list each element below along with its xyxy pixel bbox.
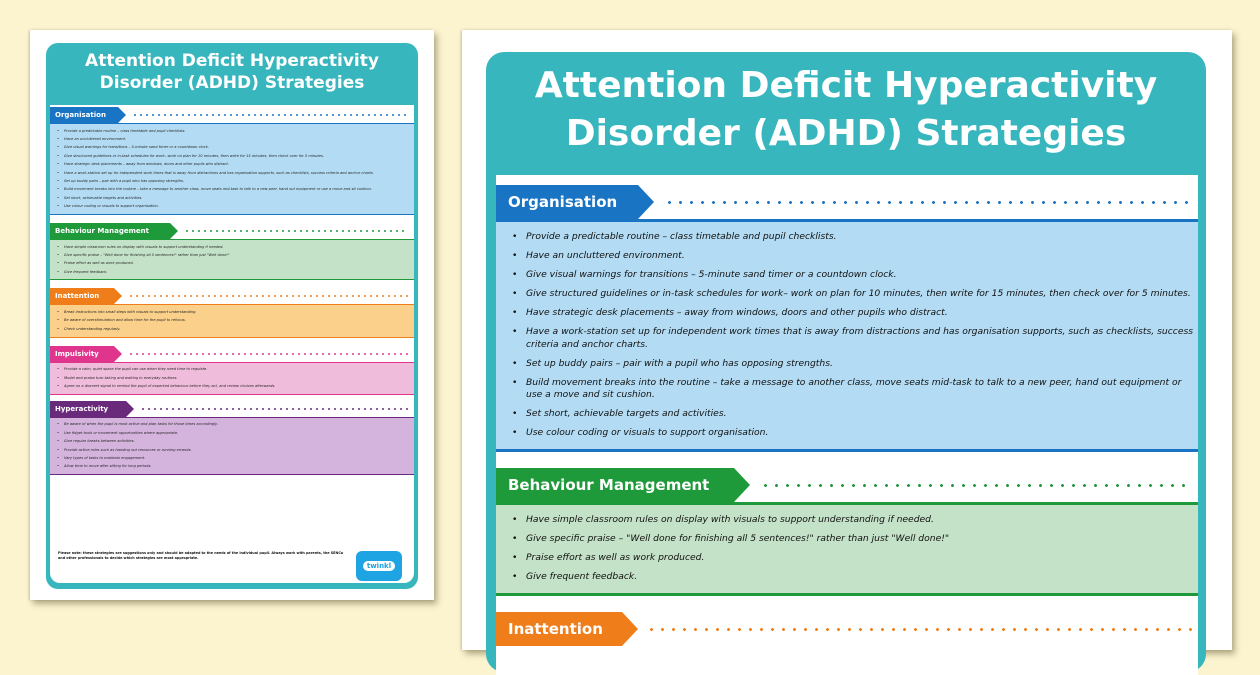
section-organisation [496, 185, 1198, 452]
poster-content [496, 175, 1198, 675]
poster-content [50, 105, 414, 583]
list-item: • Set short, achievable targets and activities. [526, 405, 1198, 424]
list-item: • Use fidget tools or movement opportunities where appropriate. [64, 429, 414, 437]
section-hyperactivity [50, 401, 414, 475]
section-inattention [496, 612, 1198, 646]
list-item: • Give frequent feedback. [526, 568, 1198, 587]
title-line-1: Attention Deficit Hyperactivity [85, 51, 379, 71]
list-item: • Have strategic desk placements – away from windows, doors and other pupils who distract. [64, 161, 414, 169]
section-impulsivity [50, 346, 414, 395]
section-behaviour-management [496, 468, 1198, 596]
list-item: • Give specific praise – "Well done for finishing all 5 sentences!" rather than just "Well done!" [64, 251, 414, 259]
section-heading: Behaviour Management [50, 223, 170, 239]
list-item: • Set up buddy pairs – pair with a pupil who has opposing strengths. [526, 354, 1198, 373]
twinkl-logo: twinkl [356, 551, 402, 581]
list-item: • Build movement breaks into the routine – take a message to another class, move seats mid-task to talk to a new peer, hand out equipment or use a move and sit cushion. [526, 373, 1198, 405]
list-item: • Check understanding regularly. [64, 325, 414, 333]
list-item: • Give visual warnings for transitions – 5-minute sand timer or a countdown clock. [64, 144, 414, 152]
list-item: • Allow time to move after sitting for long periods. [64, 463, 414, 471]
section-heading: Inattention [496, 612, 622, 646]
list-item: • Provide a predictable routine – class timetable and pupil checklists. [64, 127, 414, 135]
list-item: • Have an uncluttered environment. [526, 247, 1198, 266]
list-item: • Use colour coding or visuals to support organisation. [64, 203, 414, 211]
poster-thumbnail [30, 30, 434, 600]
poster-title [486, 52, 1206, 158]
title-line-2: Disorder (ADHD) Strategies [99, 73, 365, 93]
section-inattention [50, 288, 414, 337]
poster-frame [46, 43, 418, 589]
list-item: • Model and praise turn-taking and waiting in everyday routines. [64, 374, 414, 382]
list-item: • Have a work-station set up for independent work times that is away from distractions and has organisation supports, such as checklists, success criteria and anchor charts. [526, 323, 1198, 355]
list-item: • Give structured guidelines or in-task schedules for work– work on plan for 10 minutes, then write for 15 minutes, then check over for 5 minutes. [64, 152, 414, 160]
section-heading: Organisation [496, 185, 638, 219]
section-behaviour-management [50, 223, 414, 281]
list-item: • Have strategic desk placements – away from windows, doors and other pupils who distract. [526, 304, 1198, 323]
list-item: • Give frequent feedback. [64, 268, 414, 276]
list-item: • Have an uncluttered environment. [64, 135, 414, 143]
list-item: • Give specific praise – "Well done for finishing all 5 sentences!" rather than just "Well done!" [526, 530, 1198, 549]
list-item: • Build movement breaks into the routine – take a message to another class, move seats mid-task to talk to a new peer, hand out equipment or use a move and sit cushion. [64, 186, 414, 194]
list-item: • Provide active roles such as handing out resources or running errands. [64, 446, 414, 454]
section-heading: Organisation [50, 107, 118, 123]
list-item: • Provide a predictable routine – class timetable and pupil checklists. [526, 228, 1198, 247]
section-organisation [50, 107, 414, 215]
list-item: • Provide a calm, quiet space the pupil can use when they need time to regulate. [64, 366, 414, 374]
poster-main [462, 30, 1232, 650]
section-heading: Behaviour Management [496, 468, 734, 502]
title-line-1: Attention Deficit Hyperactivity [534, 65, 1158, 106]
list-item: • Break instructions into small steps with visuals to support understanding. [64, 308, 414, 316]
list-item: • Give visual warnings for transitions – 5-minute sand timer or a countdown clock. [526, 266, 1198, 285]
list-item: • Agree on a discreet signal to remind the pupil of expected behaviour before they act, and review choices afterwards. [64, 382, 414, 390]
title-line-2: Disorder (ADHD) Strategies [565, 113, 1127, 154]
list-item: • Have simple classroom rules on display with visuals to support understanding if needed. [526, 511, 1198, 530]
list-item: • Set short, achievable targets and activities. [64, 194, 414, 202]
poster-frame [486, 52, 1206, 672]
list-item: • Be aware of when the pupil is most active and plan tasks for those times accordingly. [64, 421, 414, 429]
list-item: • Have a work-station set up for independent work times that is away from distractions and has organisation supports, such as checklists, success criteria and anchor charts. [64, 169, 414, 177]
list-item: • Praise effort as well as work produced. [64, 260, 414, 268]
list-item: • Give structured guidelines or in-task schedules for work– work on plan for 10 minutes, then write for 15 minutes, then check over for 5 minutes. [526, 285, 1198, 304]
section-heading: Impulsivity [50, 346, 114, 362]
list-item: • Praise effort as well as work produced. [526, 549, 1198, 568]
list-item: • Vary types of tasks to maintain engagement. [64, 454, 414, 462]
list-item: • Have simple classroom rules on display with visuals to support understanding if needed. [64, 243, 414, 251]
section-heading: Inattention [50, 288, 114, 304]
list-item: • Be aware of overstimulation and allow time for the pupil to refocus. [64, 317, 414, 325]
poster-title [46, 43, 418, 94]
list-item: • Set up buddy pairs – pair with a pupil who has opposing strengths. [64, 177, 414, 185]
section-heading: Hyperactivity [50, 401, 126, 417]
footer-note: Please note: these strategies are suggestions only and should be adapted to the needs of the individual pupil. Always work with parents, the SENCo and other professionals to decide which strategies are most appropriate. [58, 551, 344, 560]
list-item: • Use colour coding or visuals to support organisation. [526, 424, 1198, 443]
list-item: • Give regular breaks between activities. [64, 438, 414, 446]
